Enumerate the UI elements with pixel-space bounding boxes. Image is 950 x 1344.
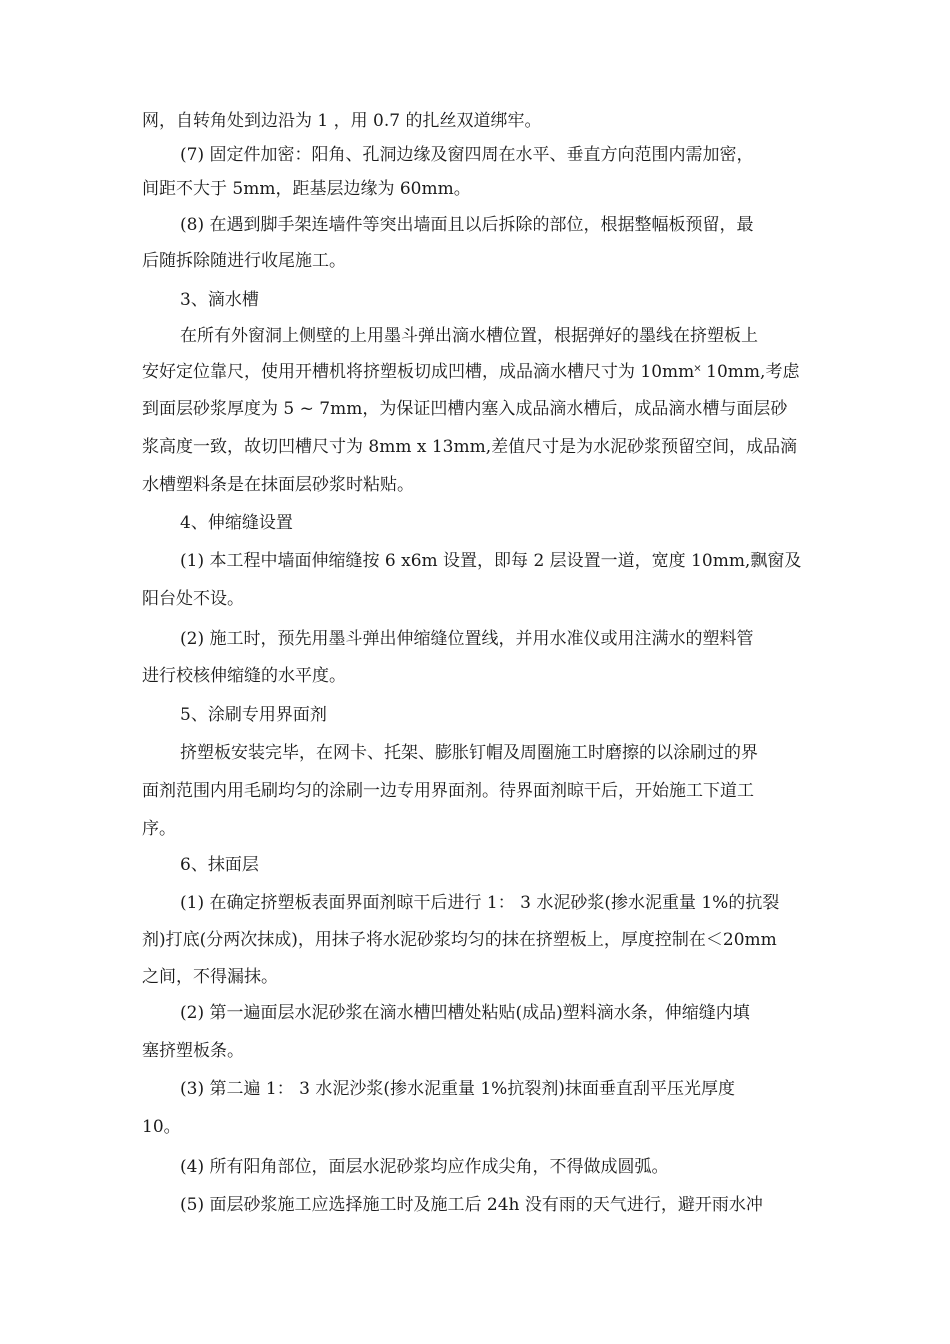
list-item-line: (5) 面层砂浆施工应选择施工时及施工后 24h 没有雨的天气进行，避开雨水冲 [180,1195,763,1215]
body-line: 在所有外窗洞上侧壁的上用墨斗弹出滴水槽位置，根据弹好的墨线在挤塑板上 [180,326,758,346]
body-line: 序。 [142,819,176,839]
body-line: 挤塑板安装完毕，在网卡、托架、膨胀钉帽及周圈施工时磨擦的以涂刷过的界 [180,743,758,763]
body-line: 进行校核伸缩缝的水平度。 [142,666,346,686]
body-line: 水槽塑料条是在抹面层砂浆时粘贴。 [142,475,414,495]
body-line: 到面层砂浆厚度为 5 ~ 7mm，为保证凹槽内塞入成品滴水槽后，成品滴水槽与面层砂 [142,399,788,419]
section-heading: 4、伸缩缝设置 [180,513,293,533]
list-item-line: (7) 固定件加密：阳角、孔洞边缘及窗四周在水平、垂直方向范围内需加密， [180,145,754,165]
list-item-line: (1) 在确定挤塑板表面界面剂晾干后进行 1： 3 水泥砂浆(掺水泥重量 1%的抗裂 [180,893,780,913]
list-item-line: (8) 在遇到脚手架连墙件等突出墙面且以后拆除的部位，根据整幅板预留，最 [180,215,754,235]
body-line: 安好定位靠尺，使用开槽机将挤塑板切成凹槽，成品滴水槽尺寸为 10mm˟ 10mm,考虑 [142,362,800,382]
body-line: 间距不大于 5mm，距基层边缘为 60mm。 [142,179,471,199]
body-line: 网，自转角处到边沿为 1 ，用 0.7 的扎丝双道绑牢。 [142,111,542,131]
body-line: 塞挤塑板条。 [142,1041,244,1061]
body-line: 浆高度一致，故切凹槽尺寸为 8mm x 13mm,差值尺寸是为水泥砂浆预留空间，成品滴 [142,437,798,457]
section-heading: 3、滴水槽 [180,290,259,310]
list-item-line: (3) 第二遍 1： 3 水泥沙浆(掺水泥重量 1%抗裂剂)抹面垂直刮平压光厚度 [180,1079,735,1099]
body-line: 10。 [142,1117,181,1137]
list-item-line: (1) 本工程中墙面伸缩缝按 6 x6m 设置，即每 2 层设置一道，宽度 10mm,飘窗及 [180,551,802,571]
list-item-line: (2) 施工时，预先用墨斗弹出伸缩缝位置线，并用水准仪或用注满水的塑料管 [180,629,754,649]
body-line: 后随拆除随进行收尾施工。 [142,251,346,271]
body-line: 剂)打底(分两次抹成)，用抹子将水泥砂浆均匀的抹在挤塑板上，厚度控制在＜20mm [142,930,777,950]
list-item-line: (4) 所有阳角部位，面层水泥砂浆均应作成尖角，不得做成圆弧。 [180,1157,669,1177]
section-heading: 5、涂刷专用界面剂 [180,705,327,725]
section-heading: 6、抹面层 [180,855,259,875]
body-line: 面剂范围内用毛刷均匀的涂刷一边专用界面剂。待界面剂晾干后，开始施工下道工 [142,781,754,801]
body-line: 之间，不得漏抹。 [142,967,278,987]
body-line: 阳台处不设。 [142,589,244,609]
list-item-line: (2) 第一遍面层水泥砂浆在滴水槽凹槽处粘贴(成品)塑料滴水条，伸缩缝内填 [180,1003,750,1023]
